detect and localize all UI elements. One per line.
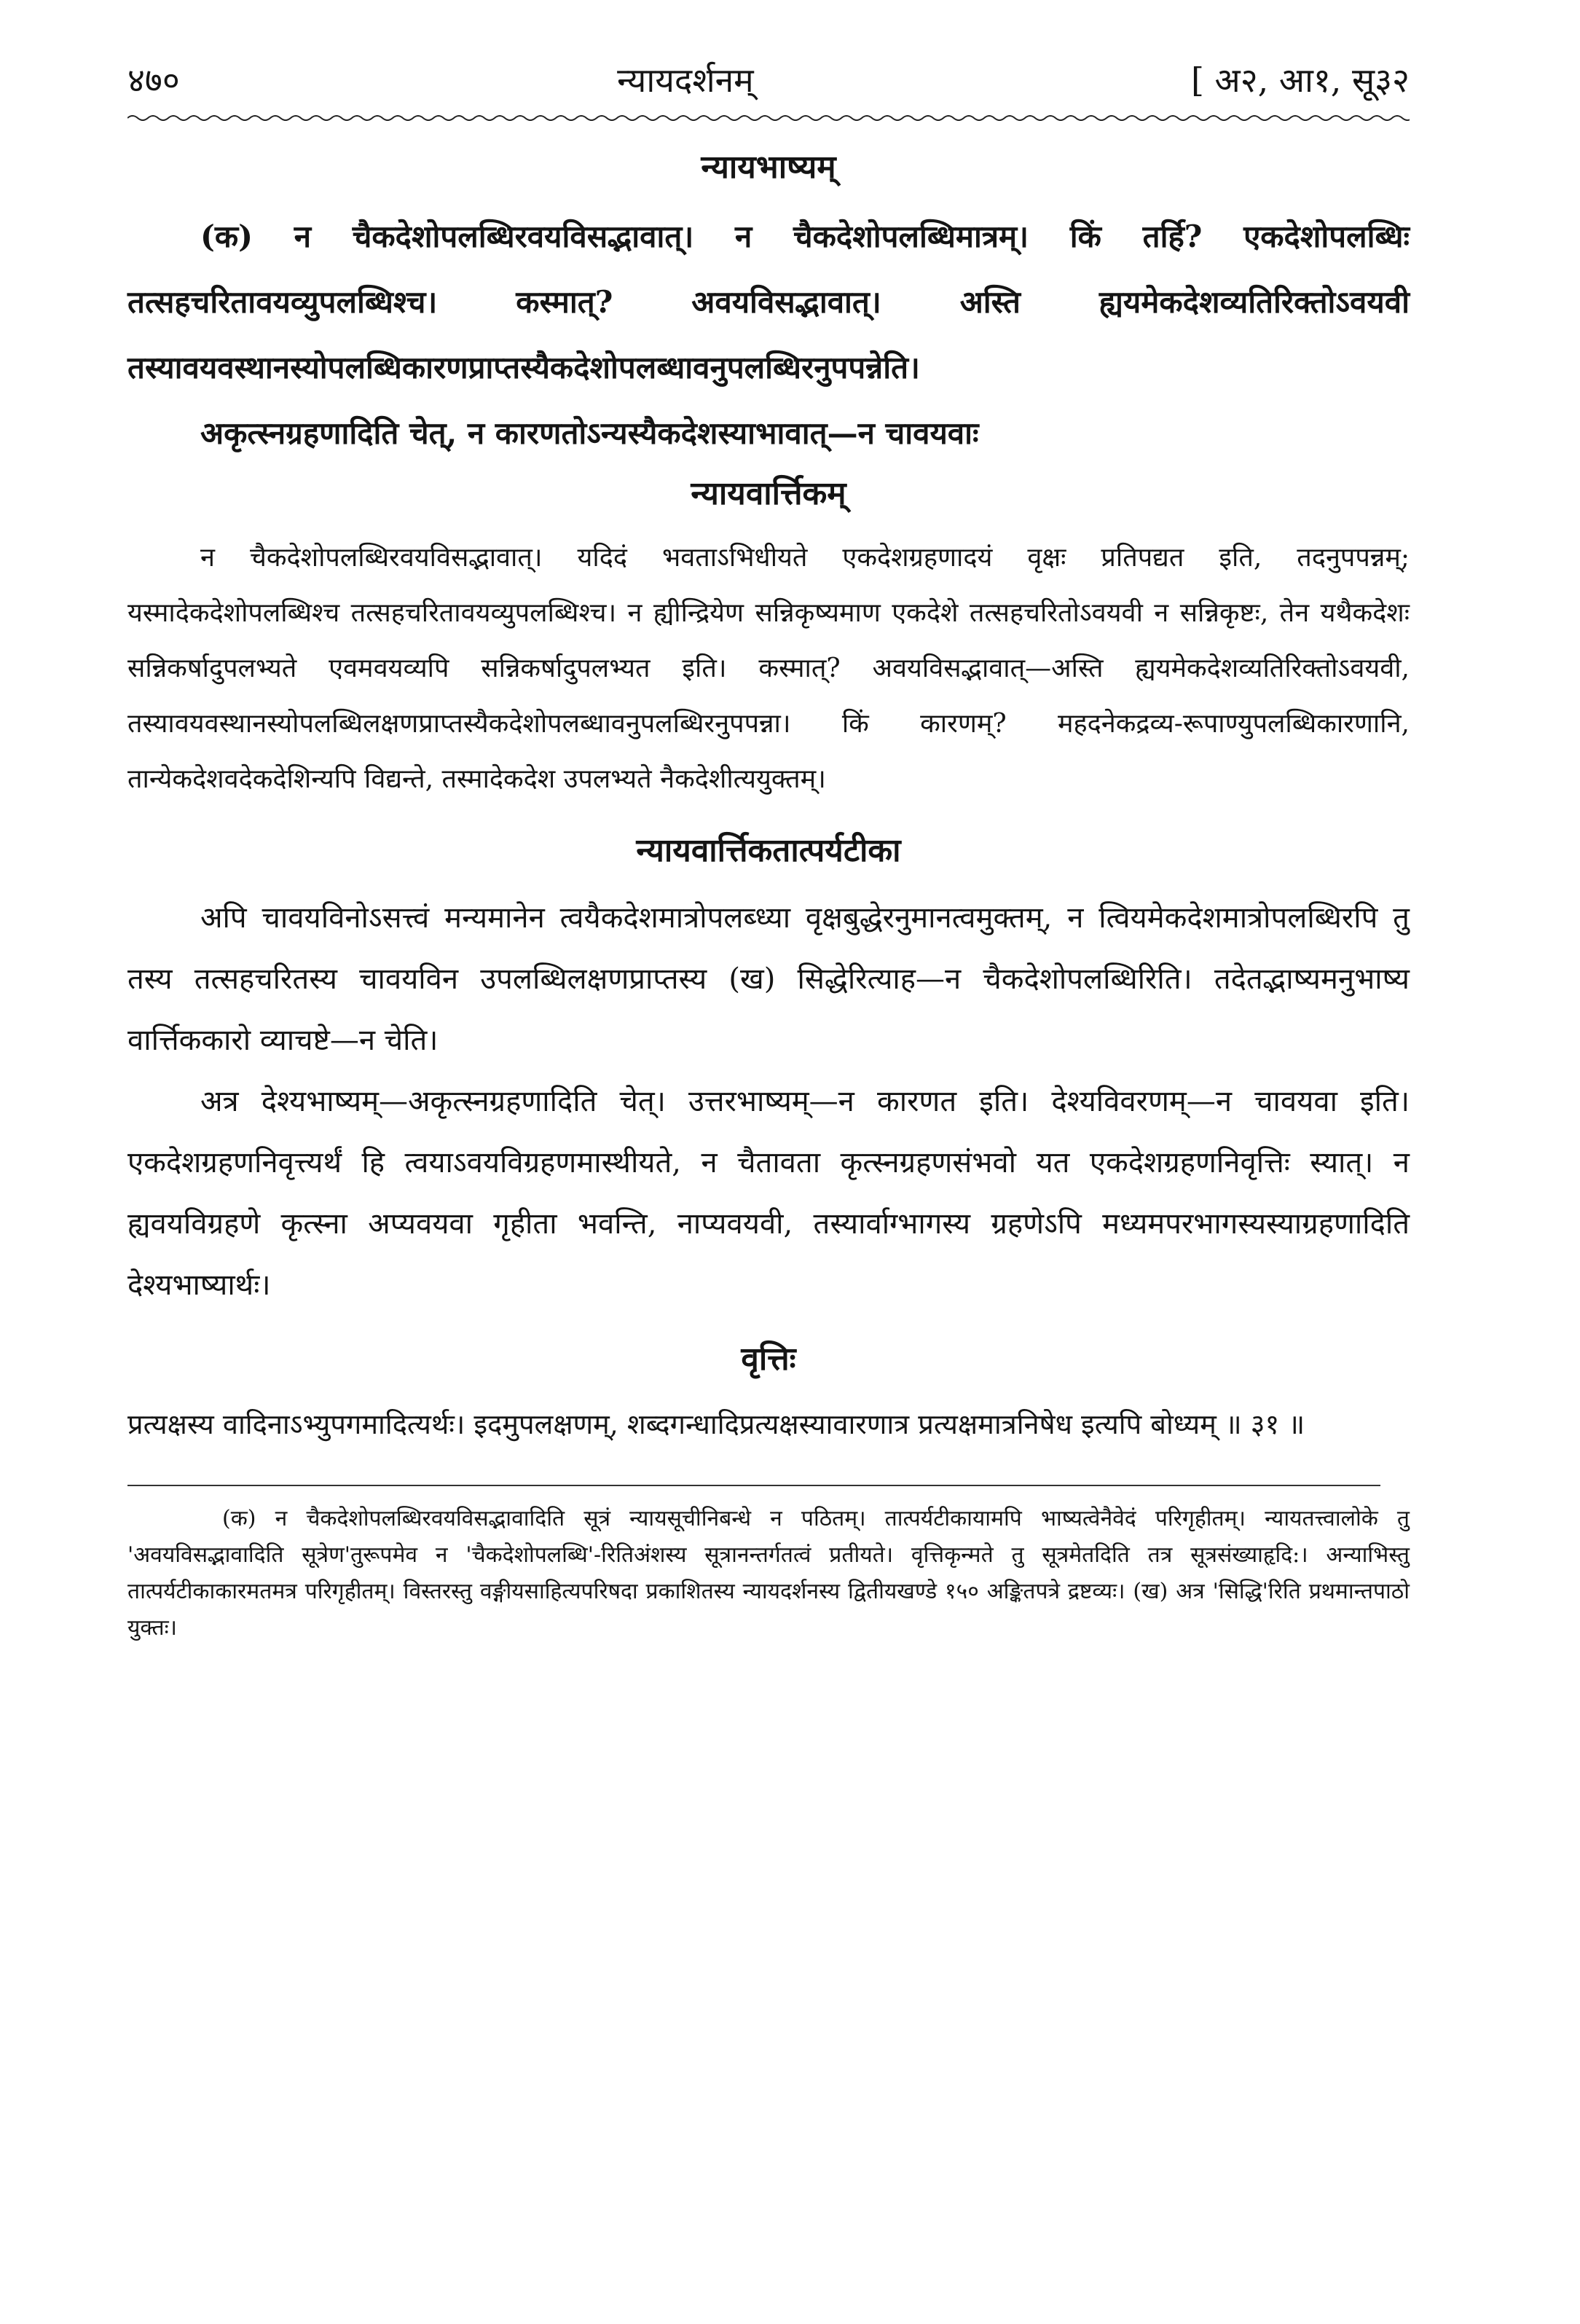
footnotes: (क) न चैकदेशोपलब्धिरवयविसद्भावादिति सूत्रं न्यायसूचीनिबन्धे न पठितम्। तात्पर्यटीकायामपि भाष्यत्वेनैवेदं परिगृहीतम्। न्यायतत्त्वालोके तु 'अवयविसद्भावादिति सूत्रेण'तुरूपमेव न 'चैकदेशोपलब्धि'-रितिअंशस्य सूत्रानन्तर्गतत्वं प्रतीयते। वृत्तिकृन्मते तु सूत्रमेतदिति तत्र सूत्रसंख्याहृदि:। अन्याभिस्तु तात्पर्यटीकाकारमतमत्र परिगृहीतम्। विस्तरस्तु वङ्गीयसाहित्यपरिषदा प्रकाशितस्य न्यायदर्शनस्य द्वितीयखण्डे १५० अङ्कितपत्रे द्रष्टव्यः। (ख) अत्र 'सिद्धि'रिति प्रथमान्तपाठो युक्तः। bbox=[127, 1506, 1410, 1641]
running-title: न्यायदर्शनम् bbox=[617, 60, 754, 100]
section-reference: [ अ२, आ१, सू३२ bbox=[1190, 60, 1410, 100]
bhashya-heading: न्यायभाष्यम् bbox=[701, 149, 836, 186]
page bbox=[127, 51, 1410, 1646]
vartika-heading: न्यायवार्त्तिकम् bbox=[691, 475, 846, 512]
bhashya-paragraph-2: अकृत्स्नग्रहणादिति चेत्, न कारणतोऽन्यस्यैकदेशस्याभावात्—न चावयवाः bbox=[200, 415, 979, 451]
bhashya-paragraph-1: (क) न चैकदेशोपलब्धिरवयविसद्भावात्। न चैकदेशोपलब्धिमात्रम्। किं तर्हि? एकदेशोपलब्धिः तत्सहचरितावयव्युपलब्धिश्च। कस्मात्? अवयविसद्भावात्। अस्ति ह्ययमेकदेशव्यतिरिक्तोऽवयवी तस्यावयवस्थानस्योपलब्धिकारणप्राप्तस्यैकदेशोपलब्धावनुपलब्धिरनुपपन्नेति। bbox=[127, 219, 1410, 385]
tika-paragraph-1: अपि चावयविनोऽसत्त्वं मन्यमानेन त्वयैकदेशमात्रोपलब्ध्या वृक्षबुद्धेरनुमानत्वमुक्तम्, न त्वियमेकदेशमात्रोपलब्धिरपि तु तस्य तत्सहचरितस्य चावयविन उपलब्धिलक्षणप्राप्तस्य (ख) सिद्धेरित्याह—न चैकदेशोपलब्धिरिति। तदेतद्भाष्यमनुभाष्य वार्त्तिककारो व्याचष्टे—न चेति। bbox=[127, 901, 1410, 1057]
vritti-heading: वृत्तिः bbox=[741, 1340, 796, 1378]
footnote-divider bbox=[127, 1485, 1380, 1486]
vartika-text: न चैकदेशोपलब्धिरवयविसद्भावात्। यदिदं भवताऽभिधीयते एकदेशग्रहणादयं वृक्षः प्रतिपद्यत इति, तदनुपपन्नम्; यस्मादेकदेशोपलब्धिश्च तत्सहचरितावयव्युपलब्धिश्च। न ह्यीन्द्रियेण सन्निकृष्यमाण एकदेशे तत्सहचरितोऽवयवी न सन्निकृष्टः, तेन यथैकदेशः सन्निकर्षादुपलभ्यते एवमवयव्यपि सन्निकर्षादुपलभ्यत इति। कस्मात्? अवयविसद्भावात्—अस्ति ह्ययमेकदेशव्यतिरिक्तोऽवयवी, तस्यावयवस्थानस्योपलब्धिलक्षणप्राप्तस्यैकदेशोपलब्धावनुपलब्धिरनुपपन्ना। किं कारणम्? महदनेकद्रव्य-रूपाण्युपलब्धिकारणानि, तान्येकदेशवदेकदेशिन्यपि विद्यन्ते, तस्मादेकदेश उपलभ्यते नैकदेशीत्ययुक्तम्। bbox=[127, 543, 1410, 794]
tika-paragraph-2: अत्र देश्यभाष्यम्—अकृत्स्नग्रहणादिति चेत्। उत्तरभाष्यम्—न कारणत इति। देश्यविवरणम्—न चावयवा इति। एकदेशग्रहणनिवृत्त्यर्थं हि त्वयाऽवयविग्रहणमास्थीयते, न चैतावता कृत्स्नग्रहणसंभवो यत एकदेशग्रहणनिवृत्तिः स्यात्। न ह्यवयविग्रहणे कृत्स्ना अप्यवयवा गृहीता भवन्ति, नाप्यवयवी, तस्यार्वाग्भागस्य ग्रहणेऽपि मध्यमपरभागस्यस्याग्रहणादिति देश्यभाष्यार्थः। bbox=[127, 1085, 1410, 1302]
wavy-divider bbox=[127, 112, 1410, 124]
tika-heading: न्यायवार्त्तिकतात्पर्यटीका bbox=[636, 832, 901, 869]
page-number: ४७० bbox=[127, 60, 180, 100]
page-header bbox=[127, 51, 1410, 109]
vritti-text: प्रत्यक्षस्य वादिनाऽभ्युपगमादित्यर्थः। इदमुपलक्षणम्, शब्दगन्धादिप्रत्यक्षस्यावारणात्र प्रत्यक्षमात्रनिषेध इत्यपि बोध्यम् ॥ ३१ ॥ bbox=[127, 1408, 1305, 1440]
